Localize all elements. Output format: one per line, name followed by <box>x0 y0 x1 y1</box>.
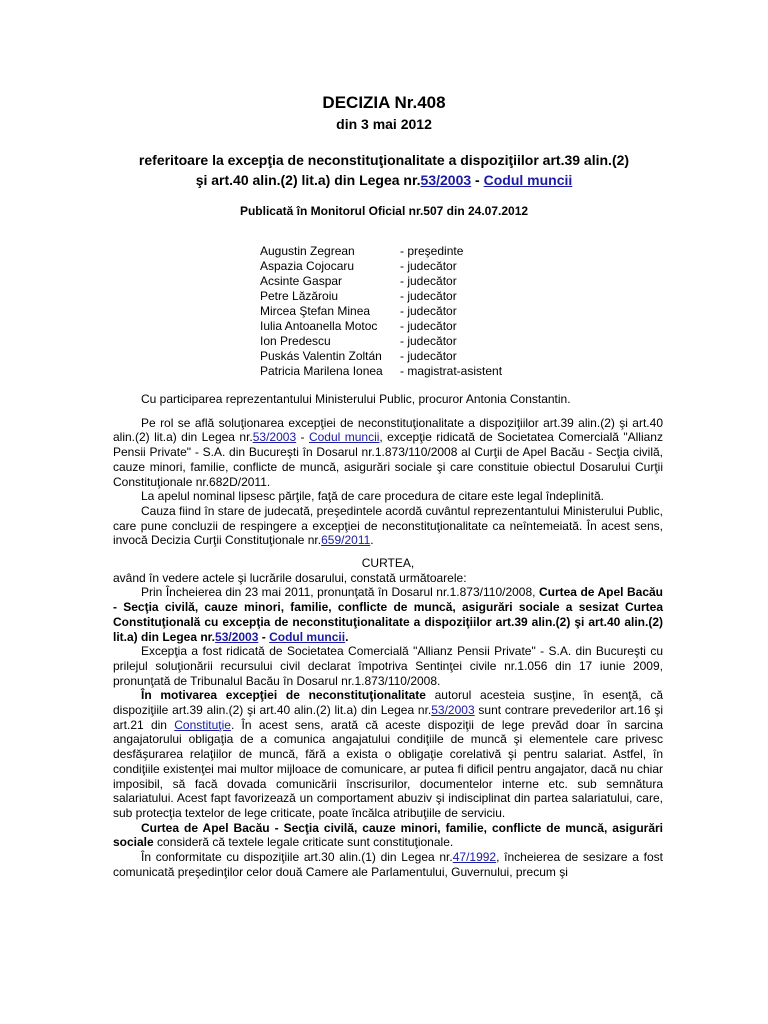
link-separator: - <box>296 430 309 445</box>
conformity-text-end: , încheierea de sesizare a fost comunicată preşedinţilor celor două Camere ale Parlamentului, Guvernului, precum şi <box>113 850 663 879</box>
judge-row <box>260 244 502 259</box>
paragraph-gap <box>113 548 663 556</box>
codul-muncii-link[interactable]: Codul muncii <box>483 172 573 188</box>
publication-note: Publicată în Monitorul Oficial nr.507 din 24.07.2012 <box>239 204 529 218</box>
raised-paragraph: Excepţia a fost ridicată de Societatea Comercială "Allianz Pensii Private" - S.A. din Bucureşti cu prilejul soluţionării recursului civil declarat împotriva Sentinţei civile nr.1.056 din 17 iunie 2009, pronunţată de Tribunalul Bacău în Dosarul nr.1.873/110/2008. <box>113 644 663 688</box>
judge-role: - judecător <box>400 304 457 318</box>
seeing-paragraph: având în vedere actele şi lucrările dosarului, constată următoarele: <box>113 570 467 585</box>
hearing-paragraph <box>113 504 663 548</box>
judge-name: Petre Lăzăroiu <box>260 289 339 303</box>
participation-paragraph: Cu participarea reprezentantului Ministerului Public, procuror Antonia Constantin. <box>141 392 571 406</box>
closing-court-text: Curtea de Apel Bacău - Secţia civilă, cauze minori, familie, conflicte de muncă, asigurări sociale a sesizat Curtea Constituţională cu excepţia de neconstituţionalitate a dispoziţiilor art.39 alin.(2) şi art.40 alin.(2) lit.a) din Legea nr. <box>113 585 664 644</box>
judge-row <box>260 334 502 349</box>
case-paragraph <box>113 416 663 490</box>
document-body <box>113 392 663 880</box>
judge-name: Acsinte Gaspar <box>260 274 343 288</box>
decision-title: DECIZIA Nr.408 <box>322 93 446 112</box>
closing-paragraph <box>113 585 663 644</box>
absent-paragraph: La apelul nominal lipsesc părţile, faţă de care procedura de citare este legal îndeplinită. <box>141 489 604 504</box>
closing-text: Prin Încheierea din 23 mai 2011, pronunţată în Dosarul nr.1.873/110/2008, <box>141 585 539 600</box>
judge-name: Augustin Zegrean <box>260 244 355 258</box>
judge-role: - judecător <box>400 259 457 273</box>
motivation-paragraph <box>113 688 663 820</box>
judge-name: Puskás Valentin Zoltán <box>260 349 382 363</box>
judges-list <box>260 244 502 379</box>
case-text: Pe rol se află soluţionarea excepţiei de neconstituţionalitate a dispoziţiilor art.39 alin.(2) şi art.40 alin.(2) lit.a) din Legea nr. <box>113 415 663 445</box>
judge-name: Mircea Ştefan Minea <box>260 304 371 318</box>
judge-role: - judecător <box>400 349 457 363</box>
motivation-heading: În motivarea excepţiei de neconstituţionalitate <box>141 688 426 703</box>
decision-659-2011-link[interactable]: 659/2011 <box>321 533 371 548</box>
law-53-2003-link[interactable]: 53/2003 <box>420 172 472 188</box>
subject-line-2-text: şi art.40 alin.(2) lit.a) din Legea nr. <box>195 172 421 188</box>
judge-role: - magistrat-asistent <box>400 364 503 378</box>
judge-name: Patricia Marilena Ionea <box>260 364 383 378</box>
subject-separator: - <box>471 172 484 188</box>
judge-name: Iulia Antoanella Motoc <box>260 319 378 333</box>
decision-subject-line-2 <box>0 170 768 190</box>
judge-row <box>260 259 502 274</box>
judge-row <box>260 364 502 379</box>
judge-row <box>260 319 502 334</box>
paragraph-gap <box>113 407 663 416</box>
conformity-text: În conformitate cu dispoziţiile art.30 alin.(1) din Legea nr. <box>141 850 453 865</box>
judge-role: - judecător <box>400 289 457 303</box>
case-text-end: , excepţie ridicată de Societatea Comercială "Allianz Pensii Private" - S.A. din Bucureşti în Dosarul nr.1.873/110/2008 al Curţii de Apel Bacău - Secţia civilă, cauze minori, familie, conflicte de muncă, asigurări sociale şi care constituie obiectul Dosarului Curţii Constituţionale nr.682D/2011. <box>113 430 663 489</box>
hearing-text: Cauza fiind în stare de judecată, preşedintele acordă cuvântul reprezentantului Ministerului Public, care pune concluzii de respingere a excepţiei de neconstituţionalitate ca neîntemeiată. În acest sens, invocă Decizia Curţii Constituţionale nr. <box>113 503 663 548</box>
decision-date: din 3 mai 2012 <box>336 116 432 132</box>
link-separator: - <box>258 629 270 644</box>
judge-row <box>260 349 502 364</box>
judge-name: Ion Predescu <box>260 334 331 348</box>
decision-subject <box>0 150 768 190</box>
law-53-2003-link[interactable]: 53/2003 <box>431 703 475 718</box>
court-opinion-text: consideră că textele legale criticate sunt constituţionale. <box>153 835 454 850</box>
codul-muncii-link[interactable]: Codul muncii <box>308 430 380 445</box>
hearing-text-end: . <box>370 533 374 548</box>
conformity-paragraph <box>113 850 663 879</box>
court-opinion-heading: Curtea de Apel Bacău - Secţia civilă, cauze minori, familie, conflicte de muncă, asigurări sociale <box>113 820 663 850</box>
judge-role: - judecător <box>400 319 457 333</box>
closing-text-end: . <box>345 629 349 644</box>
judge-row <box>260 274 502 289</box>
judge-row <box>260 289 502 304</box>
judge-row <box>260 304 502 319</box>
law-47-1992-link[interactable]: 47/1992 <box>452 850 497 865</box>
motivation-text: autorul acesteia susţine, în esenţă, că dispoziţiile art.39 alin.(2) şi art.40 alin.(2) lit.a) din Legea nr. <box>113 688 663 718</box>
judge-role: - preşedinte <box>400 244 464 258</box>
constitutie-link[interactable]: Constituţie <box>174 717 231 732</box>
law-53-2003-link[interactable]: 53/2003 <box>215 629 259 644</box>
court-heading: CURTEA, <box>361 556 415 571</box>
judge-role: - judecător <box>400 274 457 288</box>
law-53-2003-link[interactable]: 53/2003 <box>252 430 297 445</box>
motivation-text-3: . În acest sens, arată că aceste dispoziţii de lege prevăd doar în sarcina angajatorului obligaţia de a comunica angajatului condiţiile de muncă şi elementele care privesc desfăşurarea relaţiilor de muncă, fără a exista o obligaţie corelativă şi pentru salariat. Astfel, în condiţiile existenţei mai multor mijloace de comunicare, ar putea fi dificil pentru angajator, dacă nu chiar imposibil, să facă dovada comunicării înscrisurilor, documentelor interne etc. sub semnătura salariatului. Acest fapt favorizează un comportament abuziv şi indisciplinat din partea salariatului, care, sub protecţia textelor de lege criticate, poate încălca atribuţiile de serviciu. <box>113 717 663 820</box>
judge-role: - judecător <box>400 334 457 348</box>
court-opinion-paragraph <box>113 821 663 850</box>
decision-subject-line-1: referitoare la excepţia de neconstituţionalitate a dispoziţiilor art.39 alin.(2) <box>138 152 630 168</box>
motivation-text-2: sunt contrare prevederilor art.16 şi art.21 din <box>113 703 663 732</box>
codul-muncii-link[interactable]: Codul muncii <box>269 629 346 644</box>
judge-name: Aspazia Cojocaru <box>260 259 355 273</box>
